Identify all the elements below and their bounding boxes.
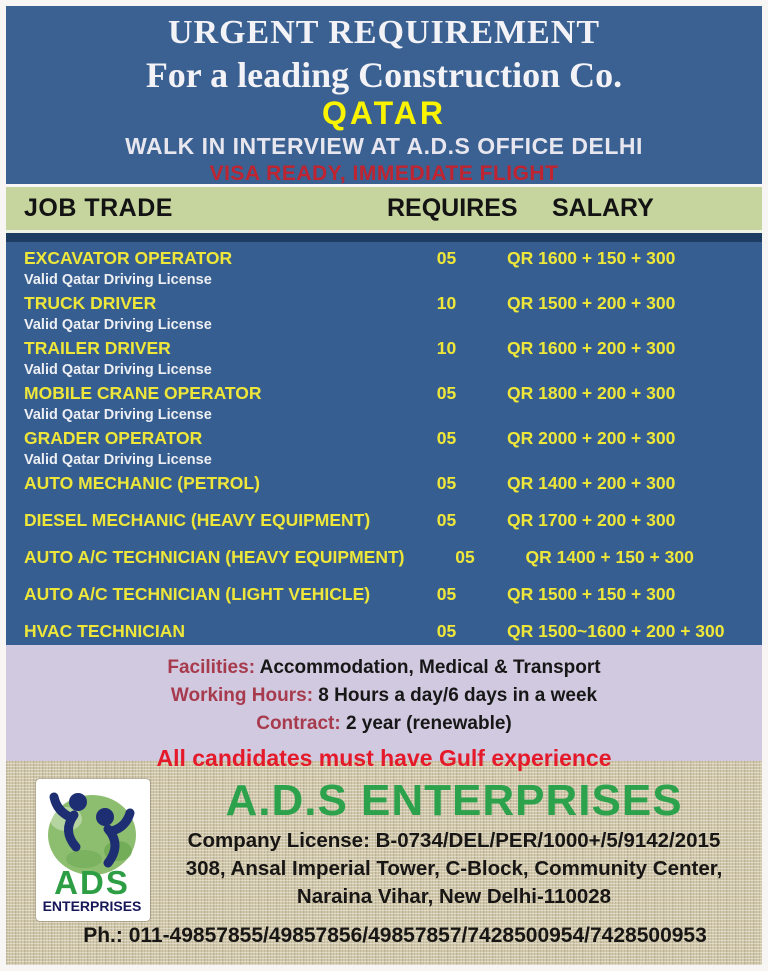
- header-banner: [6, 6, 762, 184]
- company-address-line1: 308, Ansal Imperial Tower, C-Block, Community Center,: [185, 857, 723, 880]
- license-note: Valid Qatar Driving License: [24, 317, 212, 333]
- column-header-job-trade: JOB TRADE: [24, 194, 173, 222]
- table-row: [6, 509, 762, 532]
- job-trade: MOBILE CRANE OPERATOR: [24, 383, 262, 403]
- requires-value: 05: [436, 383, 457, 403]
- salary-value: QR 1500 + 200 + 300: [507, 293, 676, 313]
- salary-value: QR 1400 + 150 + 300: [525, 547, 694, 567]
- job-trade: DIESEL MECHANIC (HEAVY EQUIPMENT): [24, 510, 371, 530]
- license-note: Valid Qatar Driving License: [24, 272, 212, 288]
- table-row: [6, 292, 762, 336]
- jobs-table: [6, 233, 762, 645]
- license-note: Valid Qatar Driving License: [24, 452, 212, 468]
- poster-title-line2: For a leading Construction Co.: [145, 55, 623, 95]
- job-trade: TRUCK DRIVER: [24, 293, 157, 313]
- requires-value: 05: [436, 510, 457, 530]
- company-license: Company License: B-0734/DEL/PER/1000+/5/9142/2015: [187, 829, 721, 852]
- table-row: [6, 620, 762, 643]
- facilities-line: [6, 654, 762, 682]
- working-hours-line: [6, 682, 762, 710]
- contract-line: [6, 710, 762, 738]
- ads-logo-graphic: [36, 779, 148, 919]
- table-row: [6, 382, 762, 426]
- contract-label: Contract:: [256, 713, 341, 734]
- salary-value: QR 1500 + 150 + 300: [507, 584, 676, 604]
- requires-value: 05: [436, 621, 457, 641]
- visa-ready-line: VISA READY, IMMEDIATE FLIGHT: [209, 162, 559, 185]
- table-row: [6, 247, 762, 291]
- salary-value: QR 1800 + 200 + 300: [507, 383, 676, 403]
- job-trade: TRAILER DRIVER: [24, 338, 171, 358]
- table-row: [6, 546, 762, 569]
- requires-value: 05: [436, 584, 457, 604]
- table-row: [6, 472, 762, 495]
- column-header-requires: REQUIRES: [387, 194, 518, 222]
- job-trade: EXCAVATOR OPERATOR: [24, 248, 233, 268]
- logo-word-text: ENTERPRISES: [42, 898, 142, 914]
- license-note: Valid Qatar Driving License: [24, 362, 212, 378]
- working-hours-value: 8 Hours a day/6 days in a week: [313, 685, 598, 706]
- working-hours-label: Working Hours:: [170, 685, 314, 706]
- job-trade: GRADER OPERATOR: [24, 428, 203, 448]
- company-logo: [36, 779, 150, 921]
- job-trade: AUTO A/C TECHNICIAN (HEAVY EQUIPMENT): [24, 547, 405, 567]
- salary-value: QR 1600 + 200 + 300: [507, 338, 676, 358]
- footer-section: [6, 761, 762, 965]
- job-trade: AUTO MECHANIC (PETROL): [24, 473, 260, 493]
- job-trade: HVAC TECHNICIAN: [24, 621, 186, 641]
- contract-value: 2 year (renewable): [340, 713, 512, 734]
- facilities-value: Accommodation, Medical & Transport: [255, 657, 601, 678]
- requires-value: 05: [436, 428, 457, 448]
- requires-value: 05: [455, 547, 475, 567]
- terms-section: [6, 645, 762, 771]
- license-note: Valid Qatar Driving License: [24, 407, 212, 423]
- requires-value: 05: [436, 473, 457, 493]
- company-name: A.D.S ENTERPRISES: [225, 776, 683, 825]
- gulf-experience-warning: All candidates must have Gulf experience: [156, 745, 612, 771]
- requires-value: 10: [436, 338, 457, 358]
- salary-value: QR 1400 + 200 + 300: [507, 473, 676, 493]
- company-phone: Ph.: 011-49857855/49857856/49857857/7428500954/7428500953: [83, 924, 707, 947]
- walkin-line: WALK IN INTERVIEW AT A.D.S OFFICE DELHI: [125, 133, 643, 159]
- country-label: QATAR: [321, 95, 446, 131]
- poster-title-line1: URGENT REQUIREMENT: [167, 14, 601, 51]
- salary-value: QR 1600 + 150 + 300: [507, 248, 676, 268]
- table-row: [6, 337, 762, 381]
- requires-value: 10: [436, 293, 457, 313]
- company-address-line2: Naraina Vihar, New Delhi-110028: [296, 885, 612, 908]
- requires-value: 05: [436, 248, 457, 268]
- table-header-row: [6, 187, 762, 233]
- salary-value: QR 1500~1600 + 200 + 300: [507, 621, 725, 641]
- logo-abbr-text: ADS: [54, 864, 130, 901]
- column-header-salary: SALARY: [552, 194, 654, 222]
- table-row: [6, 427, 762, 471]
- job-trade: AUTO A/C TECHNICIAN (LIGHT VEHICLE): [24, 584, 371, 604]
- salary-value: QR 1700 + 200 + 300: [507, 510, 676, 530]
- facilities-label: Facilities:: [167, 657, 256, 678]
- salary-value: QR 2000 + 200 + 300: [507, 428, 676, 448]
- table-row: [6, 583, 762, 606]
